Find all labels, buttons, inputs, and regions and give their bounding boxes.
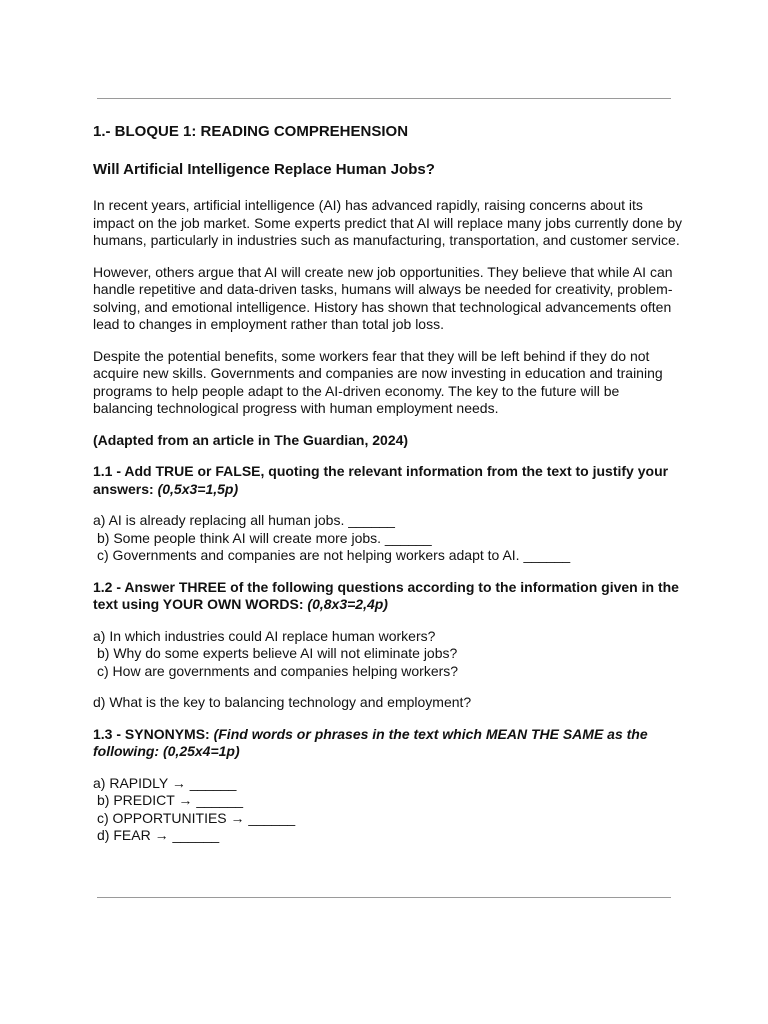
- article-paragraph-3: Despite the potential benefits, some workers fear that they will be left behind if they do not acquire new skills. Governments and companies are now investing in education and training programs to help people adapt to the AI-driven economy. The key to the future will be balancing technological progress with human employment needs.: [93, 347, 663, 416]
- article-title: Will Artificial Intelligence Replace Human Jobs?: [93, 161, 435, 178]
- list-item: b) PREDICT → ______: [97, 792, 244, 808]
- question-1-1-text: 1.1 - Add TRUE or FALSE, quoting the relevant information from the text to justify your answers:: [93, 463, 669, 497]
- top-divider: [97, 98, 671, 99]
- list-item: c) How are governments and companies helping workers?: [97, 662, 459, 679]
- list-item: c) Governments and companies are not helping workers adapt to AI. ______: [97, 547, 571, 563]
- list-item: b) Why do some experts believe AI will not eliminate jobs?: [97, 645, 458, 661]
- list-item: c) OPPORTUNITIES → ______: [97, 809, 296, 826]
- question-1-2-items: [93, 628, 683, 712]
- list-item: a) RAPIDLY → ______: [93, 774, 237, 791]
- document-body: [93, 120, 683, 845]
- question-1-2-text: 1.2 - Answer THREE of the following questions according to the information given in the text using YOUR OWN WORDS:: [93, 578, 679, 612]
- list-item: b) Some people think AI will create more jobs. ______: [97, 529, 432, 546]
- question-1-1-points: (0,5x3=1,5p): [157, 480, 239, 497]
- list-item: d) FEAR → ______: [97, 827, 220, 843]
- question-1-3-text: 1.3 - SYNONYMS:: [93, 725, 210, 742]
- section-title: 1.- BLOQUE 1: READING COMPREHENSION: [93, 123, 409, 140]
- list-item: d) What is the key to balancing technology and employment?: [93, 694, 472, 710]
- bottom-divider: [97, 897, 671, 898]
- article-paragraph-1: In recent years, artificial intelligence (AI) has advanced rapidly, raising concerns about its impact on the job market. Some experts predict that AI will replace many jobs currently done by humans, particularly in industries such as manufacturing, transportation, and customer service.: [93, 197, 683, 248]
- list-item: a) In which industries could AI replace human workers?: [93, 627, 436, 644]
- question-1-1-items: [93, 512, 683, 565]
- question-1-1-heading: [93, 463, 683, 498]
- question-1-2-heading: [93, 579, 683, 614]
- article-source: (Adapted from an article in The Guardian, 2024): [93, 431, 409, 448]
- question-1-3-items: [93, 775, 683, 845]
- article-paragraph-2: However, others argue that AI will create new job opportunities. They believe that while AI can handle repetitive and data-driven tasks, humans will always be needed for creativity, problem-solving, and emotional intelligence. History has shown that technological advancements often lead to changes in employment rather than total job loss.: [93, 263, 673, 332]
- question-1-3-instruction: (Find words or phrases in the text which MEAN THE SAME as the following: (0,25x4=1p): [93, 725, 648, 759]
- question-1-3-heading: [93, 726, 683, 761]
- list-item: a) AI is already replacing all human jobs. ______: [93, 512, 395, 528]
- question-1-2-points: (0,8x3=2,4p): [307, 596, 388, 612]
